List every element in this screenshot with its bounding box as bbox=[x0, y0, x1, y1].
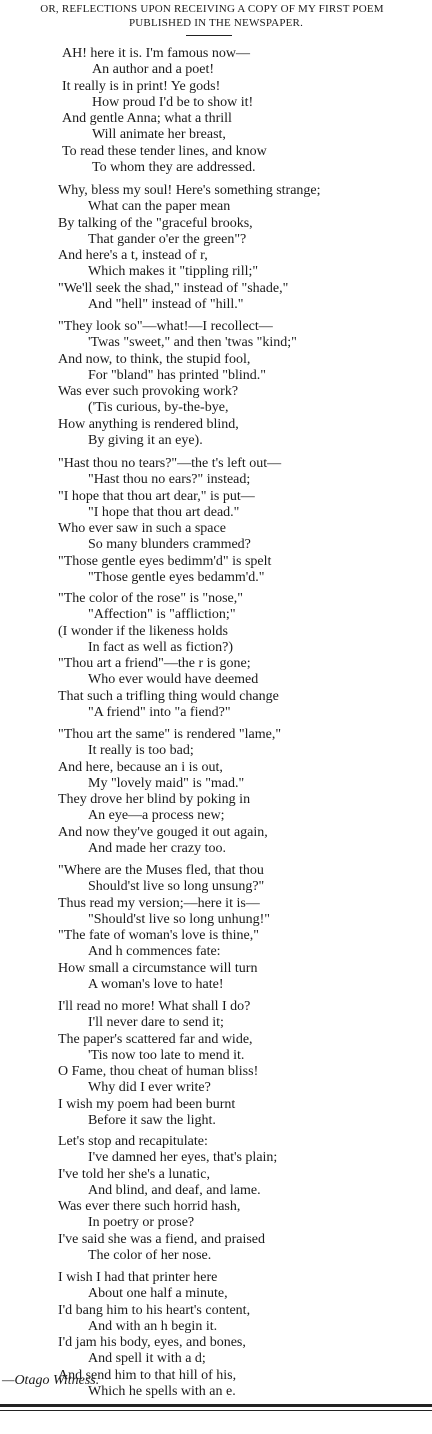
poem-heading bbox=[0, 2, 432, 30]
poem-line: Which he spells with an e. bbox=[88, 1384, 236, 1400]
poem-line: "Hast thou no ears?" instead; bbox=[88, 472, 251, 488]
heading-line-2: PUBLISHED IN THE NEWSPAPER. bbox=[128, 17, 304, 29]
poem-line: What can the paper mean bbox=[88, 199, 231, 215]
poem-line: Who ever saw in such a space bbox=[58, 521, 226, 537]
poem-line: It really is too bad; bbox=[88, 743, 194, 759]
poem-line: And "hell" instead of "hill." bbox=[88, 297, 244, 313]
poem-line: "The color of the rose" is "nose," bbox=[58, 591, 243, 606]
poem-line: "Thou art the same" is rendered "lame," bbox=[58, 727, 282, 742]
poem-line: How anything is rendered blind, bbox=[58, 416, 239, 432]
poem-line: "A friend" into "a fiend?" bbox=[88, 705, 231, 721]
poem-line: "We'll seek the shad," instead of "shade," bbox=[58, 280, 289, 296]
poem-line: A woman's love to hate! bbox=[88, 977, 224, 993]
stanza-5 bbox=[58, 591, 430, 721]
poem-line: Why, bless my soul! Here's something strange; bbox=[58, 183, 321, 198]
stanza-7 bbox=[58, 863, 430, 993]
poem-line: "Thou art a friend"—the r is gone; bbox=[58, 656, 251, 672]
poem-line: I wish my poem had been burnt bbox=[58, 1096, 236, 1112]
poem-line: And now, to think, the stupid fool, bbox=[58, 351, 251, 367]
poem-line: And with an h begin it. bbox=[88, 1318, 218, 1334]
poem-line: So many blunders crammed? bbox=[88, 537, 251, 553]
poem-line: I'd jam his body, eyes, and bones, bbox=[58, 1335, 246, 1351]
poem-line: About one half a minute, bbox=[88, 1286, 228, 1302]
poem-line: And now they've gouged it out again, bbox=[58, 824, 268, 840]
stanza-8 bbox=[58, 999, 430, 1129]
stanza-1 bbox=[62, 46, 432, 176]
poem-line: I've damned her eyes, that's plain; bbox=[88, 1150, 278, 1166]
poem-line: I'll read no more! What shall I do? bbox=[58, 999, 251, 1014]
poem-line: ('Tis curious, by-the-bye, bbox=[88, 400, 229, 416]
poem-line: Should'st live so long unsung?" bbox=[88, 879, 265, 895]
stanza-9 bbox=[58, 1134, 430, 1264]
stanza-2 bbox=[58, 183, 430, 313]
poem-line: And here's a t, instead of r, bbox=[58, 248, 208, 264]
poem-line: "Where are the Muses fled, that thou bbox=[58, 863, 264, 878]
poem-line: To read these tender lines, and know bbox=[62, 143, 267, 159]
source-attribution: —Otago Witness. bbox=[2, 1373, 100, 1388]
stanza-10 bbox=[58, 1270, 430, 1400]
poem-line: "Affection" is "affliction;" bbox=[88, 607, 236, 623]
stanza-6 bbox=[58, 727, 430, 857]
poem-line: To whom they are addressed. bbox=[92, 160, 256, 176]
poem-line: "The fate of woman's love is thine," bbox=[58, 928, 259, 944]
poem-line: O Fame, thou cheat of human bliss! bbox=[58, 1064, 259, 1080]
heading-line-1: OR, REFLECTIONS UPON RECEIVING A COPY OF MY FIRST POEM bbox=[40, 3, 384, 15]
stanza-4 bbox=[58, 456, 430, 586]
poem-line: By giving it an eye). bbox=[88, 433, 203, 449]
poem-line: And blind, and deaf, and lame. bbox=[88, 1182, 261, 1198]
poem-line: Will animate her breast, bbox=[92, 127, 226, 143]
poem-line: "Those gentle eyes bedamm'd." bbox=[88, 570, 265, 586]
end-rule-thick bbox=[0, 1404, 432, 1407]
poem-line: I'd bang him to his heart's content, bbox=[58, 1302, 251, 1318]
poem-line: How small a circumstance will turn bbox=[58, 960, 258, 976]
poem-line: Who ever would have deemed bbox=[88, 672, 259, 688]
poem-line: That such a trifling thing would change bbox=[58, 688, 279, 704]
poem-line: I've told her she's a lunatic, bbox=[58, 1166, 210, 1182]
poem-line: That gander o'er the green"? bbox=[88, 231, 247, 247]
poem-line: I wish I had that printer here bbox=[58, 1270, 218, 1285]
poem-line: It really is in print! Ye gods! bbox=[62, 78, 221, 94]
poem-line: "I hope that thou art dead." bbox=[88, 504, 240, 520]
poem-line: I've said she was a fiend, and praised bbox=[58, 1231, 266, 1247]
poem-line: Thus read my version;—here it is— bbox=[58, 895, 260, 911]
end-rule-thin bbox=[0, 1410, 432, 1411]
poem-line: And here, because an i is out, bbox=[58, 759, 223, 775]
poem-line: My "lovely maid" is "mad." bbox=[88, 775, 245, 791]
poem-line: They drove her blind by poking in bbox=[58, 792, 251, 808]
poem-line: "They look so"—what!—I recollect— bbox=[58, 319, 273, 334]
poem-line: "Those gentle eyes bedimm'd" is spelt bbox=[58, 553, 272, 569]
poem-line: And gentle Anna; what a thrill bbox=[62, 111, 232, 127]
poem-line: I'll never dare to send it; bbox=[88, 1015, 224, 1031]
poem-line: Let's stop and recapitulate: bbox=[58, 1134, 208, 1149]
poem-line: "Should'st live so long unhung!" bbox=[88, 911, 270, 927]
stanza-3 bbox=[58, 319, 430, 449]
poem-line: In fact as well as fiction?) bbox=[88, 639, 233, 655]
poem-line: (I wonder if the likeness holds bbox=[58, 623, 228, 639]
poem-line: And send him to that hill of his, bbox=[58, 1367, 237, 1383]
poem-line: An author and a poet! bbox=[92, 62, 215, 78]
poem-line: 'Tis now too late to mend it. bbox=[88, 1047, 245, 1063]
poem-line: The color of her nose. bbox=[88, 1248, 212, 1264]
poem-line: And h commences fate: bbox=[88, 944, 221, 960]
poem-line: And made her crazy too. bbox=[88, 841, 226, 857]
poem-line: An eye—a process new; bbox=[88, 808, 225, 824]
heading-divider bbox=[186, 35, 232, 36]
poem-line: For "bland" has printed "blind." bbox=[88, 367, 267, 383]
poem-line: "I hope that thou art dear," is put— bbox=[58, 488, 255, 504]
poem-line: In poetry or prose? bbox=[88, 1215, 195, 1231]
poem-line: Was ever there such horrid hash, bbox=[58, 1199, 241, 1215]
poem-line: AH! here it is. I'm famous now— bbox=[62, 46, 250, 61]
poem-line: The paper's scattered far and wide, bbox=[58, 1031, 253, 1047]
poem-line: Why did I ever write? bbox=[88, 1080, 211, 1096]
poem-line: How proud I'd be to show it! bbox=[92, 94, 254, 110]
poem-line: And spell it with a d; bbox=[88, 1351, 206, 1367]
poem-line: "Hast thou no tears?"—the t's left out— bbox=[58, 456, 282, 471]
poem-line: Was ever such provoking work? bbox=[58, 384, 239, 400]
poem-line: Before it saw the light. bbox=[88, 1113, 216, 1129]
poem-line: 'Twas "sweet," and then 'twas "kind;" bbox=[88, 335, 297, 351]
poem-line: Which makes it "tippling rill;" bbox=[88, 264, 259, 280]
poem-line: By talking of the "graceful brooks, bbox=[58, 215, 253, 231]
